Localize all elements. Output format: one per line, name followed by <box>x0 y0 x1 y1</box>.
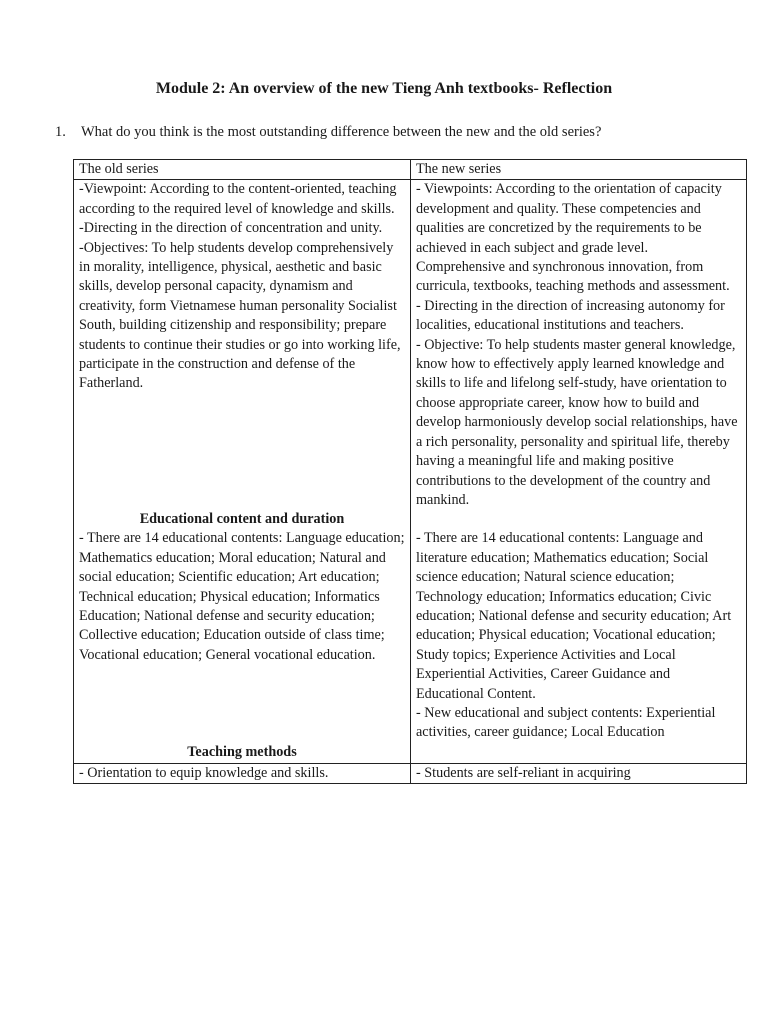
old-series-cell <box>74 180 411 763</box>
question-text: What do you think is the most outstanding difference between the new and the old series? <box>81 124 602 140</box>
header-old-series: The old series <box>74 160 411 180</box>
new-innovation: Comprehensive and synchronous innovation, from curricula, textbooks, teaching methods and assessment. <box>416 259 730 295</box>
question-number: 1. <box>55 124 66 140</box>
header-new-series: The new series <box>411 160 747 180</box>
new-contents: - There are 14 educational contents: Language and literature education; Mathematics education; Social science education; Natural science education; Technology education; Informatics education; Civic education; National defense and security education; Art education; Physical education; Vocational education; Study topics; Experience Activities and Local Experiential Activities, Career Guidance and Educational Content. <box>416 530 732 702</box>
old-contents: - There are 14 educational contents: Language education; Mathematics education; Moral education; Natural and social education; Scientific education; Art education; Technical education; Physical education; Informatics Education; National defense and security education; Collective education; Education outside of class time; Vocational education; General vocational education. <box>79 530 405 663</box>
table-row <box>74 763 747 783</box>
old-teaching-method: - Orientation to equip knowledge and skills. <box>74 763 411 783</box>
old-directing: -Directing in the direction of concentration and unity. <box>79 220 383 237</box>
old-viewpoint: -Viewpoint: According to the content-oriented, teaching according to the required level of knowledge and skills. <box>79 181 397 217</box>
section-heading-content: Educational content and duration <box>139 510 345 527</box>
question-1 <box>55 124 601 141</box>
comparison-table <box>73 159 747 784</box>
old-objectives: -Objectives: To help students develop comprehensively in morality, intelligence, physical, aesthetic and basic skills, develop personal capacity, dynamism and creativity, form Vietnamese human personality Socialist South, building citizenship and responsibility; prepare students to continue their studies or go into working life, participate in the construction and defense of the Fatherland. <box>79 239 401 392</box>
new-teaching-method: - Students are self-reliant in acquiring <box>411 763 747 783</box>
new-objective: - Objective: To help students master general knowledge, know how to effectively apply learned knowledge and skills to life and lifelong self-study, have orientation to choose appropriate career, know how to build and develop harmoniously develop social relationships, have a rich personality, personality and spiritual life, thereby having a meaningful life and making positive contributions to the development of the country and mankind. <box>416 336 738 508</box>
new-series-cell <box>411 180 747 763</box>
new-viewpoint: - Viewpoints: According to the orientation of capacity development and quality. These competencies and qualities are concretized by the requirements to be achieved in each subject and grade level. <box>416 181 722 256</box>
page-title: Module 2: An overview of the new Tieng Anh textbooks- Reflection <box>155 80 613 97</box>
section-heading-methods: Teaching methods <box>187 744 297 761</box>
new-subject-contents: - New educational and subject contents: Experiential activities, career guidance; Local Education <box>416 704 716 741</box>
new-directing: - Directing in the direction of increasing autonomy for localities, educational institutions and teachers. <box>416 297 725 334</box>
table-row <box>74 180 747 763</box>
table-header-row <box>74 160 747 180</box>
